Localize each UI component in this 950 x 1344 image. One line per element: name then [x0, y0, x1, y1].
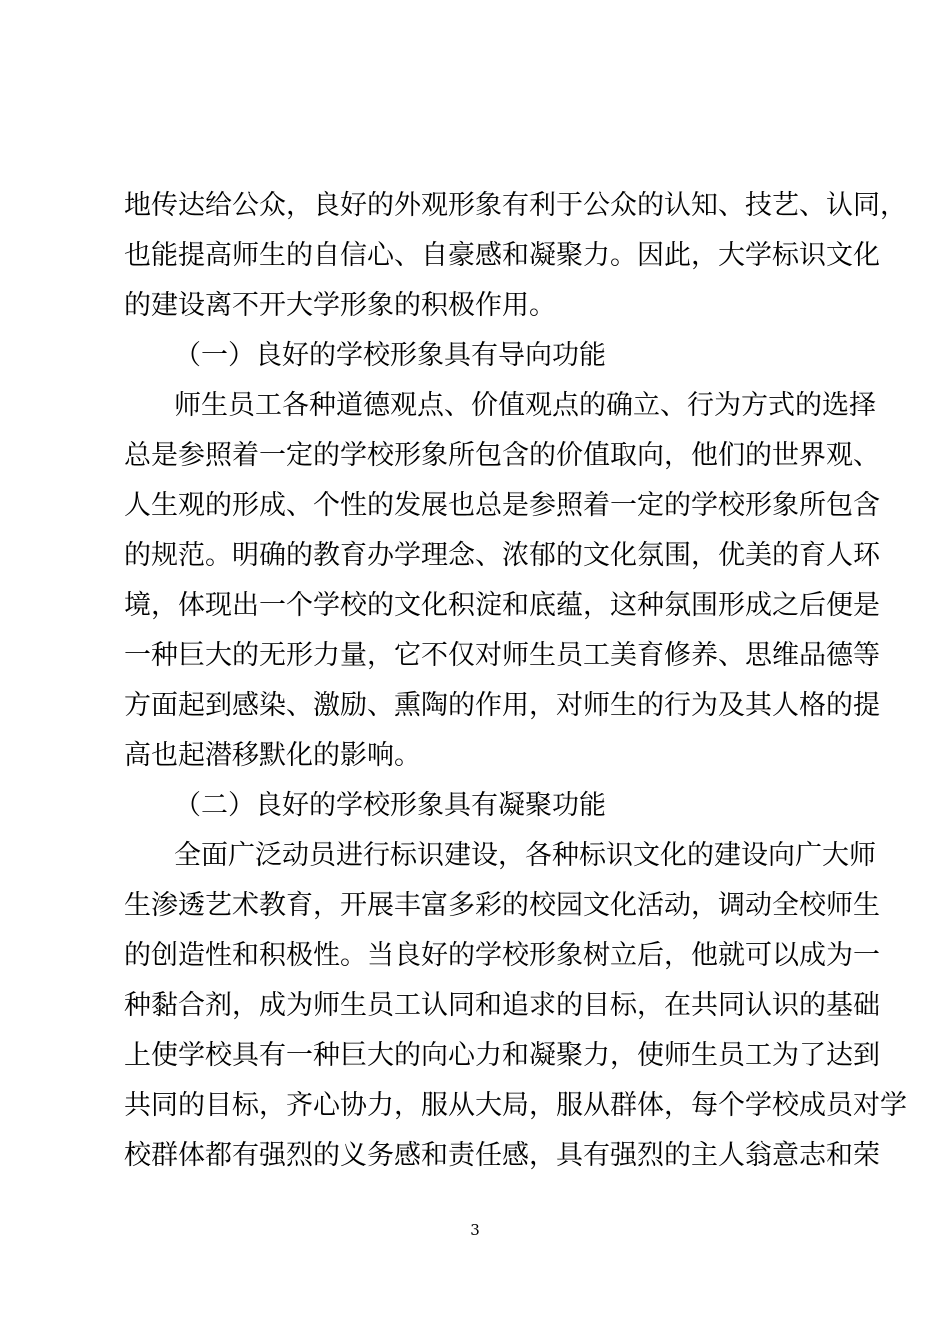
body-text-line: 地传达给公众，良好的外观形象有利于公众的认知、技艺、认同，	[124, 190, 907, 221]
body-text-line: 上使学校具有一种巨大的向心力和凝聚力，使师生员工为了达到	[124, 1040, 880, 1071]
body-text-line: 境，体现出一个学校的文化积淀和底蕴，这种氛围形成之后便是	[124, 590, 880, 621]
body-text-line: 共同的目标，齐心协力，服从大局，服从群体，每个学校成员对学	[124, 1090, 907, 1121]
body-text-line: 也能提高师生的自信心、自豪感和凝聚力。因此，大学标识文化	[124, 240, 880, 271]
page-number: 3	[470, 1221, 480, 1239]
body-text-line: 师生员工各种道德观点、价值观点的确立、行为方式的选择	[174, 390, 876, 421]
body-text-line: 种黏合剂，成为师生员工认同和追求的目标，在共同认识的基础	[124, 990, 880, 1021]
body-text-line: 一种巨大的无形力量，它不仅对师生员工美育修养、思维品德等	[124, 640, 880, 671]
body-text-line: 的创造性和积极性。当良好的学校形象树立后，他就可以成为一	[124, 940, 880, 971]
body-text-line: 全面广泛动员进行标识建设，各种标识文化的建设向广大师	[174, 840, 876, 871]
body-text-line: 生渗透艺术教育，开展丰富多彩的校园文化活动，调动全校师生	[124, 890, 880, 921]
section-heading: （一）良好的学校形象具有导向功能	[174, 340, 606, 371]
body-text-line: 方面起到感染、激励、熏陶的作用，对师生的行为及其人格的提	[124, 690, 880, 721]
body-text-line: 校群体都有强烈的义务感和责任感，具有强烈的主人翁意志和荣	[124, 1140, 880, 1171]
body-text-line: 高也起潜移默化的影响。	[124, 740, 421, 771]
body-text-line: 的规范。明确的教育办学理念、浓郁的文化氛围，优美的育人环	[124, 540, 880, 571]
body-text-line: 的建设离不开大学形象的积极作用。	[124, 290, 556, 321]
section-heading: （二）良好的学校形象具有凝聚功能	[174, 790, 606, 821]
body-text-line: 人生观的形成、个性的发展也总是参照着一定的学校形象所包含	[124, 490, 880, 521]
body-text-line: 总是参照着一定的学校形象所包含的价值取向，他们的世界观、	[124, 440, 880, 471]
